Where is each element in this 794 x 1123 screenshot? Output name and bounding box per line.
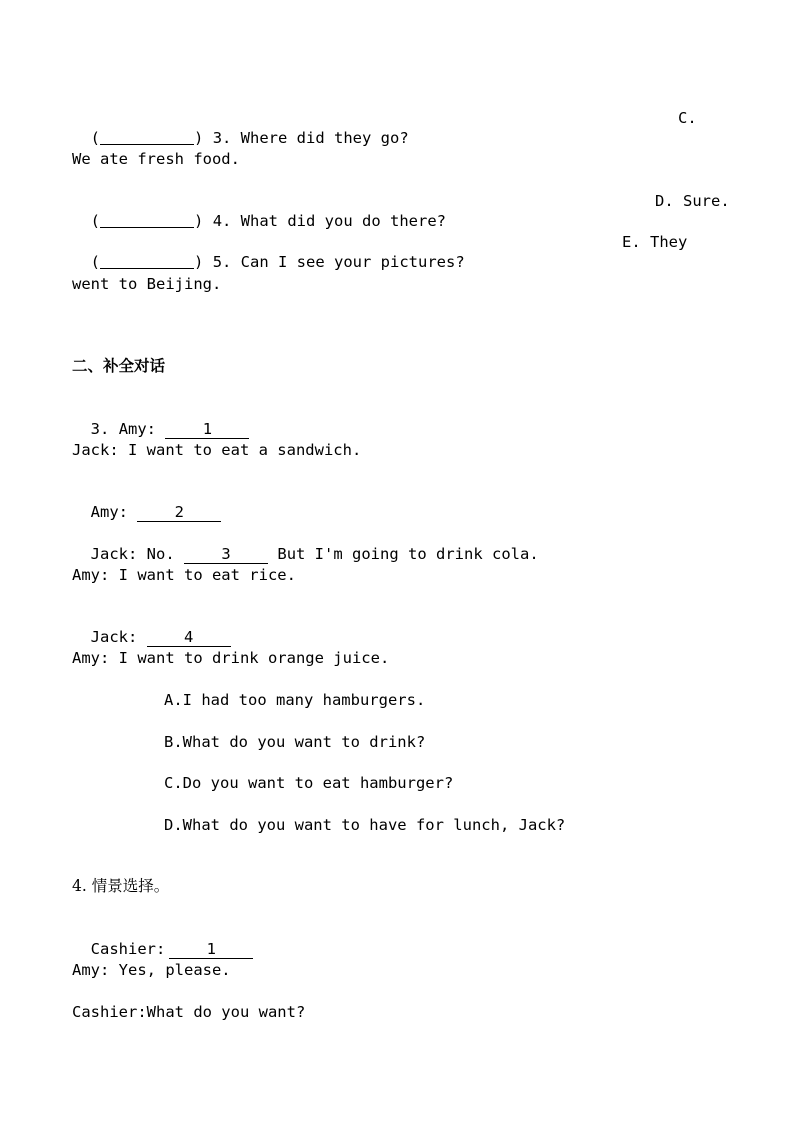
option-c-continued: We ate fresh food.	[72, 150, 240, 168]
answer-blank-q4[interactable]	[100, 211, 194, 228]
dialogue-line-7: Amy: I want to drink orange juice.	[72, 649, 390, 667]
matching-q5	[72, 232, 465, 272]
dialogue-line-1	[72, 399, 249, 439]
question-text: 5. Can I see your pictures?	[212, 253, 465, 271]
answer-blank-4[interactable]: 4	[147, 629, 231, 647]
answer-blank-1[interactable]: 1	[165, 421, 249, 439]
section-heading: 二、补全对话	[72, 356, 166, 375]
answer-blank-q3[interactable]	[100, 128, 194, 145]
section4-line-1	[72, 919, 253, 959]
speaker: Cashier:	[90, 940, 166, 958]
section4-line-2: Amy: Yes, please.	[72, 961, 231, 979]
question-text: 3. Where did they go?	[212, 129, 409, 147]
dialogue-line-2: Jack: I want to eat a sandwich.	[72, 441, 362, 459]
dialogue-line-4	[72, 524, 539, 564]
option-c: C.Do you want to eat hamburger?	[164, 774, 454, 792]
answer-blank-2[interactable]: 2	[137, 504, 221, 522]
paren-close: )	[194, 129, 213, 147]
answer-blank-s4-1[interactable]: 1	[169, 941, 253, 959]
matching-q3	[72, 108, 409, 148]
speaker: Amy:	[118, 420, 157, 438]
line-text: But I'm going to drink cola.	[277, 545, 539, 563]
dialogue-line-6	[72, 607, 231, 647]
answer-blank-3[interactable]: 3	[184, 546, 268, 564]
paren-close: )	[194, 212, 213, 230]
speaker: Jack: No.	[90, 545, 175, 563]
speaker: Jack:	[90, 628, 138, 646]
option-a: A.I had too many hamburgers.	[164, 691, 426, 709]
paren-close: )	[194, 253, 213, 271]
paren-open: (	[90, 212, 101, 230]
section4-line-3: Cashier:What do you want?	[72, 1003, 306, 1021]
section4-title: 4. 情景选择。	[72, 877, 170, 895]
item-number: 3.	[90, 420, 110, 438]
matching-q4	[72, 191, 446, 231]
option-e: E. They	[622, 233, 688, 251]
option-d: D.What do you want to have for lunch, Jack?	[164, 816, 566, 834]
option-b: B.What do you want to drink?	[164, 733, 426, 751]
question-text: 4. What did you do there?	[212, 212, 446, 230]
option-e-continued: went to Beijing.	[72, 275, 222, 293]
option-d: D. Sure.	[655, 192, 730, 210]
paren-open: (	[90, 129, 101, 147]
dialogue-line-5: Amy: I want to eat rice.	[72, 566, 296, 584]
dialogue-line-3	[72, 482, 221, 522]
option-c: C.	[678, 109, 697, 127]
speaker: Amy:	[90, 503, 128, 521]
answer-blank-q5[interactable]	[100, 252, 194, 269]
paren-open: (	[90, 253, 101, 271]
